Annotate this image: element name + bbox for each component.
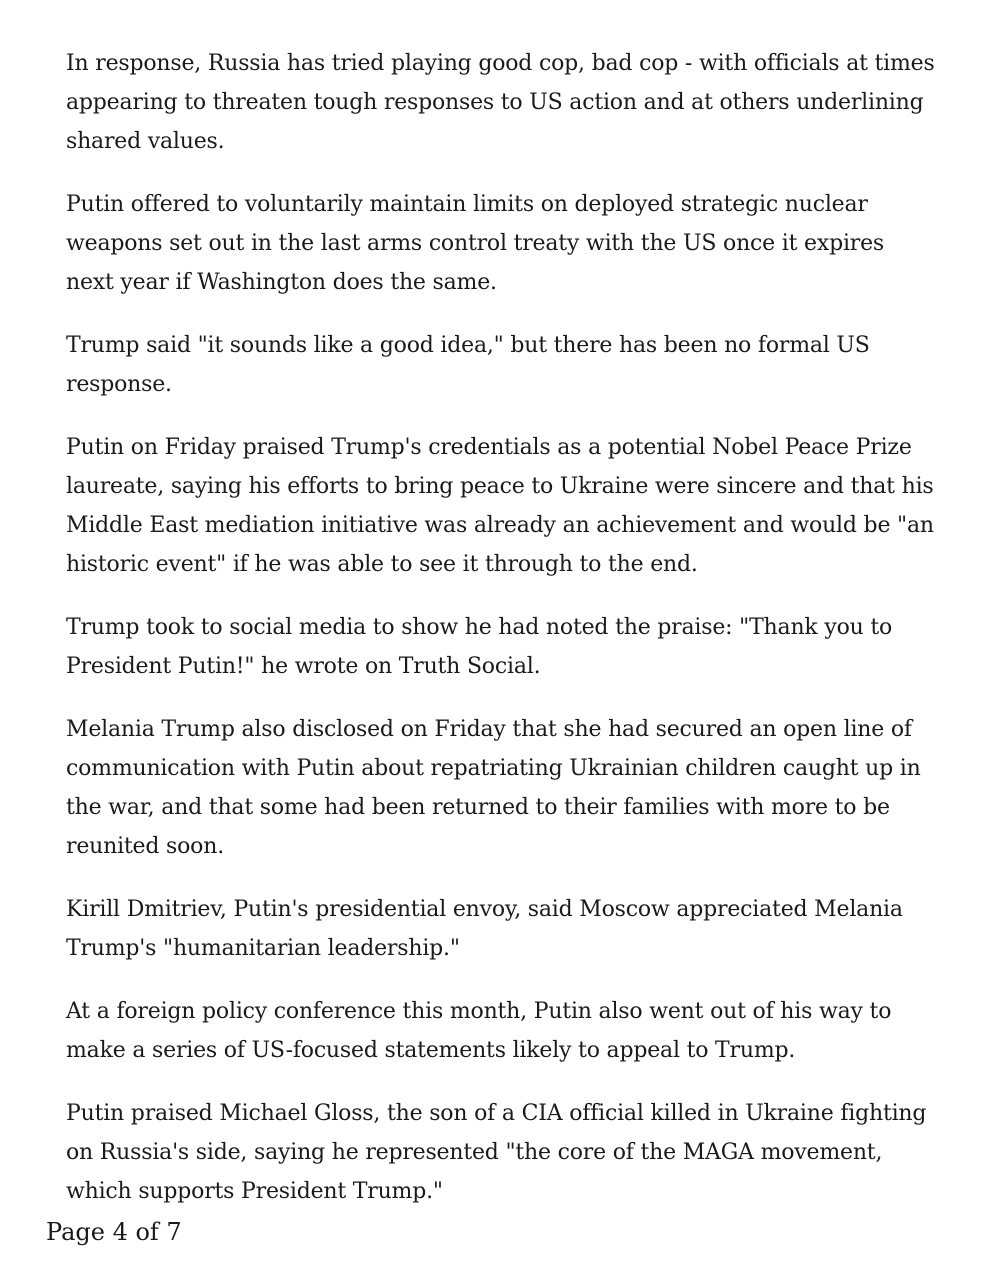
page-number: Page 4 of 7	[46, 1218, 182, 1246]
paragraph: Putin praised Michael Gloss, the son of a CIA official killed in Ukraine fighting on Russia's side, saying he represented "the core of the MAGA movement, which supports President Trump."	[66, 1101, 927, 1204]
paragraph: Kirill Dmitriev, Putin's presidential envoy, said Moscow appreciated Melania Trump's "humanitarian leadership."	[66, 897, 903, 961]
paragraph: Putin on Friday praised Trump's credentials as a potential Nobel Peace Prize laureate, saying his efforts to bring peace to Ukraine were sincere and that his Middle East mediation initiative was already an achievement and would be "an historic event" if he was able to see it through to the end.	[66, 435, 934, 577]
paragraph: Putin offered to voluntarily maintain limits on deployed strategic nuclear weapons set out in the last arms control treaty with the US once it expires next year if Washington does the same.	[66, 192, 885, 295]
paragraph: In response, Russia has tried playing good cop, bad cop - with officials at times appearing to threaten tough responses to US action and at others underlining shared values.	[66, 51, 935, 154]
paragraph: Trump took to social media to show he had noted the praise: "Thank you to President Putin!" he wrote on Truth Social.	[66, 615, 893, 679]
article-body	[66, 44, 936, 1235]
paragraph: Trump said "it sounds like a good idea," but there has been no formal US response.	[66, 333, 870, 397]
paragraph: At a foreign policy conference this month, Putin also went out of his way to make a series of US-focused statements likely to appeal to Trump.	[66, 999, 892, 1063]
paragraph: Melania Trump also disclosed on Friday that she had secured an open line of communication with Putin about repatriating Ukrainian children caught up in the war, and that some had been returned to their families with more to be reunited soon.	[66, 717, 921, 859]
